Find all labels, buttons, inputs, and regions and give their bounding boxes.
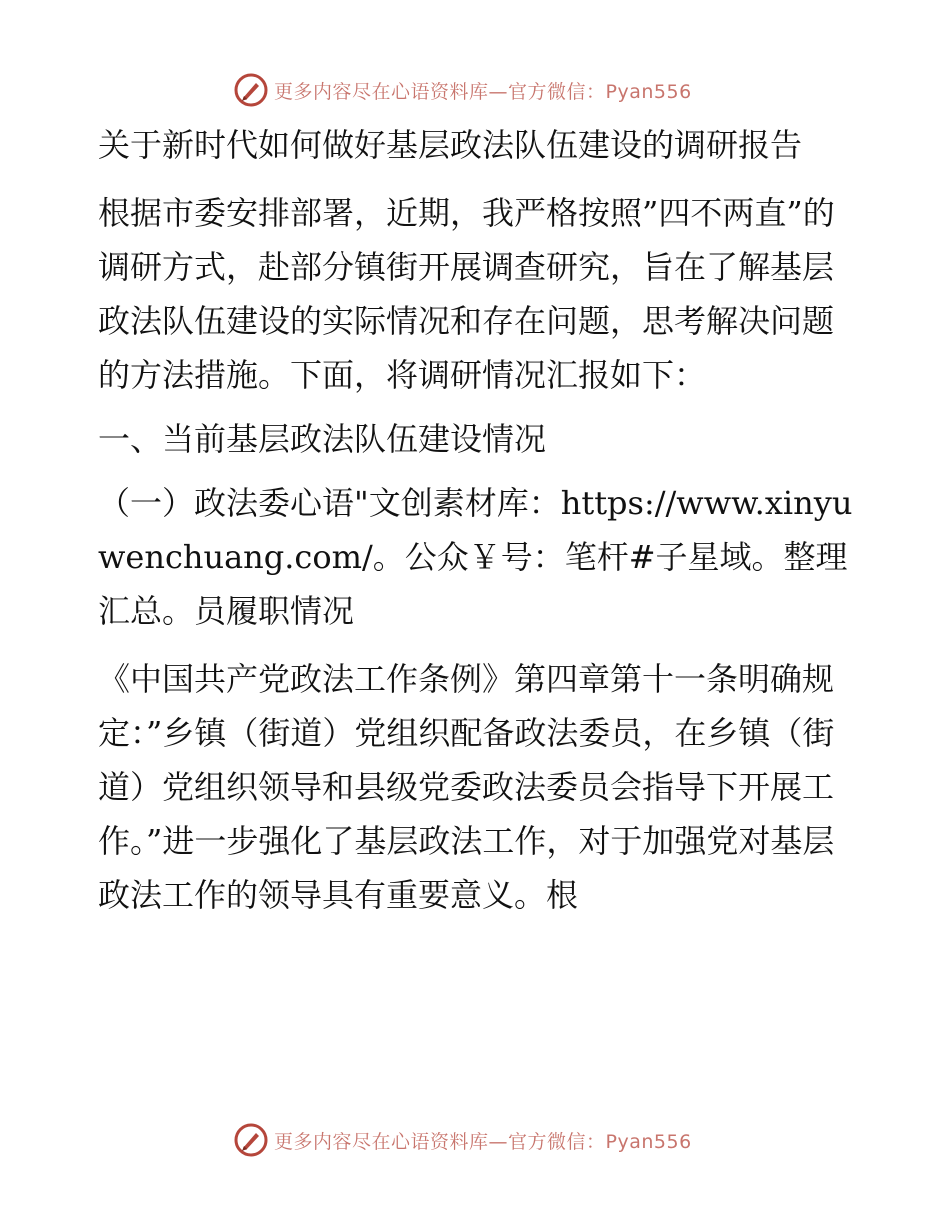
footer-banner-text: 更多内容尽在心语资料库—官方微信：Pyan556 (274, 1130, 692, 1153)
section-heading: 一、当前基层政法队伍建设情况 (98, 420, 547, 458)
pen-logo-icon (234, 73, 268, 107)
pen-logo-icon (234, 1123, 268, 1157)
footer-banner (234, 1122, 714, 1158)
intro-paragraph: 根据市委安排部署，近期，我严格按照”四不两直”的调研方式，赴部分镇街开展调查研究，旨在了解基层政法队伍建设的实际情况和存在问题，思考解决问题的方法措施。下面，将调研情况汇报如下： (98, 194, 835, 394)
document-title: 关于新时代如何做好基层政法队伍建设的调研报告 (98, 126, 803, 164)
body-paragraph: 《中国共产党政法工作条例》第四章第十一条明确规定：”乡镇（街道）党组织配备政法委员，在乡镇（街道）党组织领导和县级党委政法委员会指导下开展工作。”进一步强化了基层政法工作，对于加强党对基层政法工作的领导具有重要意义。根 (98, 660, 835, 914)
subsection-heading: （一）政法委心语"文创素材库：https://www.xinyuwenchuang.com/。公众￥号：笔杆#子星域。整理汇总。员履职情况 (98, 484, 853, 630)
header-banner-text: 更多内容尽在心语资料库—官方微信：Pyan556 (274, 80, 692, 103)
header-banner (234, 72, 714, 108)
document-body (98, 118, 858, 922)
